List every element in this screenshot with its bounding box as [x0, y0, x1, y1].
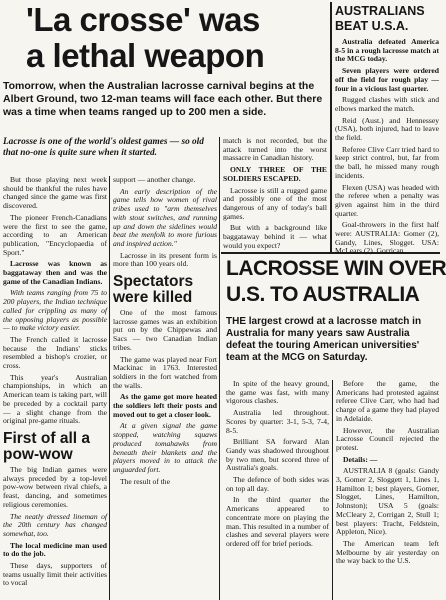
- article-column-1: [3, 176, 107, 600]
- column-rule: [330, 2, 332, 252]
- side-para: Flexen (USA) was headed with the referee when a penalty was given against him in the third quarter.: [335, 182, 439, 218]
- col2-para: The result of the: [120, 476, 170, 486]
- lower-para: However, the Australian Lacrosse Council rejected the protest.: [336, 425, 439, 452]
- col2-para: Lacrosse in its present form is more than 100 years old.: [113, 250, 217, 269]
- lower-column-b: [336, 380, 439, 600]
- side-para: Reid (Aust.) and Hennessey (USA), both injured, had to leave the field.: [335, 115, 439, 143]
- col1-para: The local medicine man used to do the job.: [3, 540, 107, 559]
- main-headline: [26, 2, 326, 74]
- lower-para: Details: —: [343, 454, 378, 464]
- lower-para: In spite of the heavy ground, the game was fast, with many vigorous clashes.: [226, 379, 329, 406]
- column-rule: [219, 137, 220, 600]
- article-column-2: [113, 176, 217, 600]
- col3-para: But with a background like baggataway behind it — what would you expect?: [223, 223, 327, 250]
- col1-para: Lacrosse was known as baggataway then and was the game of the Canadian Indians.: [3, 259, 107, 286]
- lower-para: AUSTRALIA 8 (goals: Gandy 3, Gomer 2, Sloggett 1, Lines 1, Hamilton 1; best players, Gomer, Slogget, Lines, Hamilton, Johnston); USA 5 (goals: McCleary 2, Corrigan 2, Stull 1; best players: Tracht, Feldstein, Appleton, Nice).: [336, 466, 439, 537]
- column-rule: [332, 380, 333, 600]
- lower-column-a: [226, 380, 329, 600]
- lower-para: Before the game, the Americans had protested against referee Clive Carr, who had had charge of a game they had played in Adelaide.: [336, 379, 439, 423]
- col2-para: At a given signal the game stopped, watching squaws produced tomahawks from beneath their blankets and the players moved in to attack the unguarded fort.: [113, 421, 217, 474]
- side-headline-line-2: BEAT U.S.A.: [335, 19, 409, 33]
- side-para: Referee Clive Carr tried hard to keep strict control, but, far from the ball, he missed many rough incidents.: [335, 144, 439, 180]
- side-para: Australia defeated America 8-5 in a rough lacrosse match at the MCG today.: [335, 37, 439, 64]
- lower-headline-line-2: U.S. TO AUSTRALIA: [226, 283, 420, 306]
- col3-para: Lacrosse is still a rugged game and possibly one of the most dangerous of any of today's ball games.: [223, 185, 327, 221]
- col2-para: The game was played near Fort Mackinac in 1763. Interested soldiers in the fort watched from the walls.: [113, 354, 217, 390]
- lower-lead: THE largest crowd at a lacrosse match in Australia for many years saw Australia defeat the touring American universities' team at the MCG on Saturday.: [226, 316, 422, 363]
- col1-para: With teams ranging from 75 to 200 players, the Indian technique called for crippling as many of the opposing players as possible — to make victory easier.: [3, 288, 107, 333]
- lower-para: Australia led throughout. Scores by quarter: 3-1, 5-3, 7-4, 8-5.: [226, 408, 329, 435]
- side-headline-line-1: AUSTRALIANS: [335, 4, 425, 18]
- subheading-spectators: Spectators were killed: [113, 273, 194, 307]
- lower-headline: [226, 256, 446, 308]
- article-column-3: [223, 137, 327, 252]
- col2-para: An early description of the game tells how women of rival tribes used to "arm themselves with stout switches, and running up and down the sidelines would beat the menfolk to more furious and inspired action.": [113, 186, 217, 248]
- col3-para: ONLY THREE OF THE SOLDIERS ESCAPED.: [223, 165, 327, 183]
- main-headline-line-1: 'La crosse' was: [26, 1, 260, 38]
- side-article: [335, 4, 439, 256]
- col2-para: support — another change.: [113, 175, 196, 184]
- col2-para: One of the most famous lacrosse games was an exhibition put on by the Chippewas and Sacs — two Canadian Indian tribes.: [113, 308, 217, 352]
- main-headline-line-2: a lethal weapon: [26, 37, 265, 74]
- col1-para: These days, supporters of teams usually limit their activities to vocal: [3, 561, 107, 588]
- standfirst: Tomorrow, when the Australian lacrosse carnival begins at the Albert Ground, two 12-man teams will face each other. But there was a time when teams ranged up to 200 men a side.: [3, 80, 323, 118]
- col2-para: As the game got more heated the soldiers left their posts and moved out to get a closer look.: [113, 392, 217, 419]
- lower-para: The defence of both sides was on top all day.: [226, 475, 329, 493]
- lower-headline-line-1: LACROSSE WIN OVER: [226, 257, 446, 280]
- col1-para: But those playing next week should be thankful the rules have changed since the game was first discovered.: [3, 175, 107, 211]
- col3-para: match is not recorded, but the attack turned into the worst massacre in Canadian history.: [223, 136, 327, 163]
- lower-para: In the third quarter the Americans appeared to concentrate more on playing the man. This resulted in a number of clashes and several players were ordered off for brief periods.: [226, 495, 329, 548]
- col1-para: The pioneer French-Canadians were the first to see the game, according to an American publication, "Encyclopaedia of Sport.": [3, 212, 107, 257]
- col1-para: The big Indian games were always preceded by a top-level pow-wow between rival chiefs, a feast, dancing, and sometimes religious ceremonies.: [3, 464, 107, 509]
- column-rule: [109, 176, 110, 600]
- side-para: Goal-throwers in the first half were: AUSTRALIA: Gomer (2), Gandy, Lines, Slogget. USA: McLears (2), Gorrican.: [335, 220, 439, 256]
- col1-para: The French called it lacrosse because the Indians' sticks resembled a bishop's crozier, or cross.: [3, 334, 107, 371]
- side-para: Rugged clashes with stick and elbows marked the match.: [335, 95, 439, 113]
- lower-para: Brilliant SA forward Alan Gandy was shadowed throughout by two men, but scored three of Australia's goals.: [226, 437, 329, 473]
- subheading-pow-wow: First of all a pow-wow: [3, 429, 90, 463]
- col1-para: The neatly dressed lineman of the 20th century has changed somewhat, too.: [3, 511, 107, 538]
- intro: Lacrosse is one of the world's oldest games — so old that no-one is quite sure when it started.: [3, 137, 204, 158]
- side-para: Seven players were ordered off the field for rough play — four in a vicious last quarter.: [335, 66, 439, 93]
- col1-para: This year's Australian championships, in which an American team is taking part, will be preceded by a cocktail party — a slight change from the original pre-game rituals.: [3, 372, 107, 426]
- lower-para: The American team left Melbourne by air yesterday on the way back to the U.S.: [336, 538, 439, 566]
